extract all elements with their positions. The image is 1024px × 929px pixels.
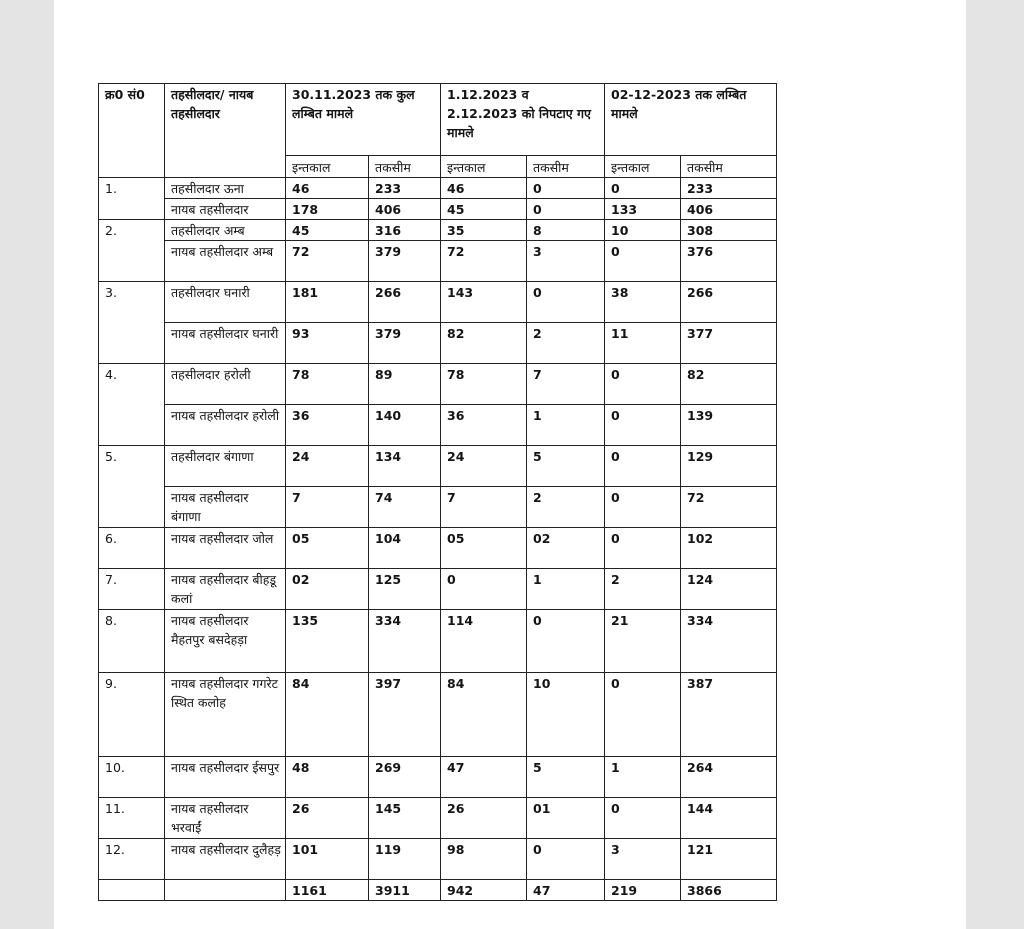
p-tak-cell: 379 (369, 323, 441, 364)
subheader-intkaal: इन्तकाल (605, 156, 681, 178)
table-row (99, 446, 777, 487)
table-row (99, 569, 777, 610)
serial-cell: 9. (99, 673, 165, 757)
table-row (99, 220, 777, 241)
r-int-cell: 1 (605, 757, 681, 798)
table-row (99, 798, 777, 839)
p-int-cell: 72 (286, 241, 369, 282)
p-tak-cell: 74 (369, 487, 441, 528)
officer-cell: नायब तहसीलदार घनारी (165, 323, 286, 364)
p-int-cell: 46 (286, 178, 369, 199)
r-int-cell: 0 (605, 241, 681, 282)
officer-cell: नायब तहसीलदार दुलैहड़ (165, 839, 286, 880)
d-int-cell: 05 (441, 528, 527, 569)
r-int-cell: 0 (605, 405, 681, 446)
p-tak-cell: 406 (369, 199, 441, 220)
serial-cell: 10. (99, 757, 165, 798)
p-int-cell: 181 (286, 282, 369, 323)
table-row (99, 610, 777, 673)
table-row (99, 487, 777, 528)
p-int-cell: 84 (286, 673, 369, 757)
d-tak-cell: 7 (527, 364, 605, 405)
p-int-cell: 78 (286, 364, 369, 405)
table-body (99, 178, 777, 901)
serial-cell: 11. (99, 798, 165, 839)
d-tak-cell: 2 (527, 487, 605, 528)
total-r-int-cell: 219 (605, 880, 681, 901)
table-row (99, 241, 777, 282)
d-int-cell: 45 (441, 199, 527, 220)
subheader-takseem: तकसीम (527, 156, 605, 178)
header-pending-30-11: 30.11.2023 तक कुल लम्बित मामले (286, 84, 441, 156)
serial-cell: 12. (99, 839, 165, 880)
d-int-cell: 24 (441, 446, 527, 487)
d-tak-cell: 8 (527, 220, 605, 241)
d-int-cell: 36 (441, 405, 527, 446)
serial-cell: 5. (99, 446, 165, 487)
r-int-cell: 133 (605, 199, 681, 220)
r-tak-cell: 377 (681, 323, 777, 364)
r-int-cell: 0 (605, 798, 681, 839)
subheader-takseem: तकसीम (369, 156, 441, 178)
subheader-intkaal: इन्तकाल (286, 156, 369, 178)
r-int-cell: 10 (605, 220, 681, 241)
empty-cell (165, 880, 286, 901)
d-tak-cell: 1 (527, 569, 605, 610)
p-int-cell: 93 (286, 323, 369, 364)
r-tak-cell: 308 (681, 220, 777, 241)
r-tak-cell: 233 (681, 178, 777, 199)
r-tak-cell: 406 (681, 199, 777, 220)
p-int-cell: 36 (286, 405, 369, 446)
p-int-cell: 02 (286, 569, 369, 610)
pending-cases-table (98, 83, 777, 901)
table-row (99, 839, 777, 880)
r-tak-cell: 334 (681, 610, 777, 673)
d-tak-cell: 1 (527, 405, 605, 446)
r-tak-cell: 266 (681, 282, 777, 323)
r-tak-cell: 139 (681, 405, 777, 446)
officer-cell: नायब तहसीलदार मैहतपुर बसदेहड़ा (165, 610, 286, 673)
header-serial: क्र0 सं0 (99, 84, 165, 178)
p-int-cell: 178 (286, 199, 369, 220)
d-int-cell: 26 (441, 798, 527, 839)
serial-cell: 6. (99, 528, 165, 569)
officer-cell: नायब तहसीलदार हरोली (165, 405, 286, 446)
r-tak-cell: 124 (681, 569, 777, 610)
d-int-cell: 47 (441, 757, 527, 798)
empty-cell (99, 880, 165, 901)
r-tak-cell: 264 (681, 757, 777, 798)
serial-cell (99, 323, 165, 364)
total-p-tak-cell: 3911 (369, 880, 441, 901)
d-tak-cell: 2 (527, 323, 605, 364)
d-int-cell: 78 (441, 364, 527, 405)
total-d-int-cell: 942 (441, 880, 527, 901)
serial-cell (99, 405, 165, 446)
officer-cell: तहसीलदार अम्ब (165, 220, 286, 241)
p-tak-cell: 134 (369, 446, 441, 487)
p-int-cell: 05 (286, 528, 369, 569)
header-disposed-1-2-12: 1.12.2023 व 2.12.2023 को निपटाए गए मामले (441, 84, 605, 156)
r-tak-cell: 129 (681, 446, 777, 487)
r-int-cell: 0 (605, 528, 681, 569)
d-int-cell: 143 (441, 282, 527, 323)
p-tak-cell: 233 (369, 178, 441, 199)
r-int-cell: 11 (605, 323, 681, 364)
p-tak-cell: 119 (369, 839, 441, 880)
d-int-cell: 46 (441, 178, 527, 199)
total-r-tak-cell: 3866 (681, 880, 777, 901)
p-tak-cell: 316 (369, 220, 441, 241)
serial-cell: 2. (99, 220, 165, 241)
p-int-cell: 24 (286, 446, 369, 487)
p-tak-cell: 266 (369, 282, 441, 323)
officer-cell: नायब तहसीलदार अम्ब (165, 241, 286, 282)
r-tak-cell: 144 (681, 798, 777, 839)
r-tak-cell: 72 (681, 487, 777, 528)
p-tak-cell: 334 (369, 610, 441, 673)
p-int-cell: 101 (286, 839, 369, 880)
table-row (99, 405, 777, 446)
r-tak-cell: 121 (681, 839, 777, 880)
p-tak-cell: 397 (369, 673, 441, 757)
p-tak-cell: 379 (369, 241, 441, 282)
serial-cell: 7. (99, 569, 165, 610)
p-tak-cell: 89 (369, 364, 441, 405)
r-tak-cell: 82 (681, 364, 777, 405)
d-int-cell: 82 (441, 323, 527, 364)
r-int-cell: 0 (605, 178, 681, 199)
header-pending-02-12: 02-12-2023 तक लम्बित मामले (605, 84, 777, 156)
officer-cell: नायब तहसीलदार जोल (165, 528, 286, 569)
r-int-cell: 0 (605, 673, 681, 757)
p-tak-cell: 125 (369, 569, 441, 610)
p-tak-cell: 269 (369, 757, 441, 798)
officer-cell: नायब तहसीलदार (165, 199, 286, 220)
p-int-cell: 45 (286, 220, 369, 241)
d-tak-cell: 3 (527, 241, 605, 282)
d-tak-cell: 5 (527, 757, 605, 798)
total-d-tak-cell: 47 (527, 880, 605, 901)
d-int-cell: 114 (441, 610, 527, 673)
d-tak-cell: 0 (527, 610, 605, 673)
d-int-cell: 84 (441, 673, 527, 757)
serial-cell (99, 199, 165, 220)
officer-cell: नायब तहसीलदार ईसपुर (165, 757, 286, 798)
r-int-cell: 21 (605, 610, 681, 673)
table-row (99, 673, 777, 757)
d-tak-cell: 0 (527, 178, 605, 199)
r-int-cell: 3 (605, 839, 681, 880)
p-tak-cell: 104 (369, 528, 441, 569)
d-tak-cell: 01 (527, 798, 605, 839)
d-int-cell: 72 (441, 241, 527, 282)
table-row (99, 178, 777, 199)
officer-cell: नायब तहसीलदार बंगाणा (165, 487, 286, 528)
officer-cell: तहसीलदार घनारी (165, 282, 286, 323)
serial-cell: 8. (99, 610, 165, 673)
officer-cell: नायब तहसीलदार गगरेट स्थित कलोह (165, 673, 286, 757)
table-row (99, 199, 777, 220)
document-page (54, 0, 966, 929)
officer-cell: तहसीलदार बंगाणा (165, 446, 286, 487)
officer-cell: नायब तहसीलदार भरवाईं (165, 798, 286, 839)
p-tak-cell: 145 (369, 798, 441, 839)
r-int-cell: 0 (605, 364, 681, 405)
r-tak-cell: 102 (681, 528, 777, 569)
d-tak-cell: 0 (527, 199, 605, 220)
table-row (99, 364, 777, 405)
serial-cell: 1. (99, 178, 165, 199)
d-tak-cell: 02 (527, 528, 605, 569)
total-p-int-cell: 1161 (286, 880, 369, 901)
p-int-cell: 48 (286, 757, 369, 798)
r-int-cell: 0 (605, 487, 681, 528)
d-tak-cell: 5 (527, 446, 605, 487)
table-row (99, 282, 777, 323)
p-int-cell: 135 (286, 610, 369, 673)
d-tak-cell: 10 (527, 673, 605, 757)
table-row (99, 323, 777, 364)
p-int-cell: 7 (286, 487, 369, 528)
p-int-cell: 26 (286, 798, 369, 839)
officer-cell: तहसीलदार ऊना (165, 178, 286, 199)
d-tak-cell: 0 (527, 839, 605, 880)
r-int-cell: 38 (605, 282, 681, 323)
table-row (99, 757, 777, 798)
table-row (99, 528, 777, 569)
d-int-cell: 7 (441, 487, 527, 528)
r-tak-cell: 387 (681, 673, 777, 757)
subheader-takseem: तकसीम (681, 156, 777, 178)
officer-cell: नायब तहसीलदार बीहडू कलां (165, 569, 286, 610)
officer-cell: तहसीलदार हरोली (165, 364, 286, 405)
d-int-cell: 35 (441, 220, 527, 241)
r-int-cell: 0 (605, 446, 681, 487)
r-int-cell: 2 (605, 569, 681, 610)
serial-cell: 3. (99, 282, 165, 323)
d-int-cell: 98 (441, 839, 527, 880)
serial-cell (99, 241, 165, 282)
totals-row (99, 880, 777, 901)
r-tak-cell: 376 (681, 241, 777, 282)
header-officer: तहसीलदार/ नायब तहसीलदार (165, 84, 286, 178)
p-tak-cell: 140 (369, 405, 441, 446)
subheader-intkaal: इन्तकाल (441, 156, 527, 178)
serial-cell: 4. (99, 364, 165, 405)
d-tak-cell: 0 (527, 282, 605, 323)
serial-cell (99, 487, 165, 528)
header-row (99, 84, 777, 156)
d-int-cell: 0 (441, 569, 527, 610)
